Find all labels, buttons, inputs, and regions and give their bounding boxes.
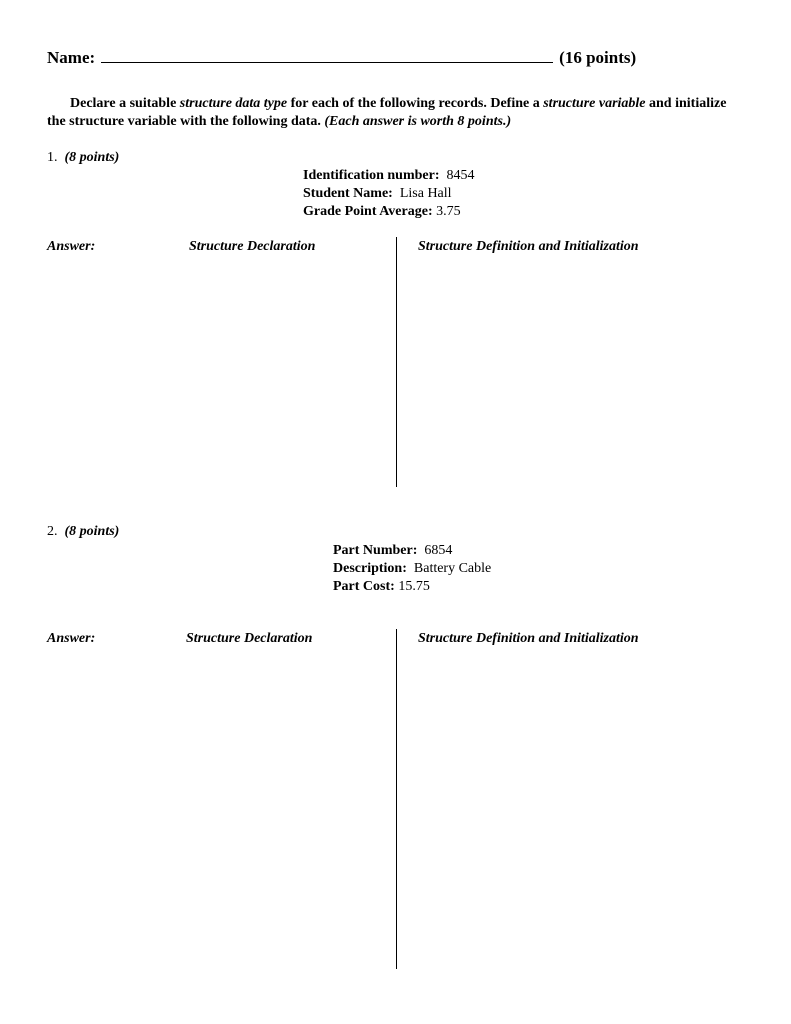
instr-part-6: (Each answer is worth 8 points.) bbox=[324, 114, 512, 129]
question-points: (8 points) bbox=[64, 150, 120, 165]
answer-divider-line bbox=[396, 629, 397, 969]
instr-part-5: and initialize the structure variable with the following data. bbox=[47, 96, 727, 129]
field-label: Part Cost: bbox=[333, 579, 395, 594]
instructions bbox=[47, 95, 747, 131]
field-label: Identification number bbox=[303, 168, 435, 183]
field-value: 3.75 bbox=[436, 204, 461, 219]
field-value: 15.75 bbox=[398, 579, 430, 594]
question-number: 2. bbox=[47, 524, 58, 539]
field-label: Grade Point Average bbox=[303, 204, 428, 219]
record-field bbox=[333, 578, 491, 596]
record-1 bbox=[303, 167, 475, 221]
record-field bbox=[333, 542, 491, 560]
record-field bbox=[303, 185, 475, 203]
question-2-heading bbox=[47, 524, 119, 540]
record-field bbox=[303, 167, 475, 185]
question-1-heading bbox=[47, 150, 119, 166]
total-points: (16 points) bbox=[559, 48, 637, 67]
record-field bbox=[303, 203, 475, 221]
instr-part-1: Declare a suitable bbox=[70, 96, 180, 111]
field-value: Battery Cable bbox=[413, 561, 492, 576]
question-number: 1. bbox=[47, 150, 58, 165]
field-label: Student Name: bbox=[303, 186, 393, 201]
instr-part-4: structure variable bbox=[543, 96, 646, 111]
field-label: Description: bbox=[333, 561, 407, 576]
field-value: Lisa Hall bbox=[399, 186, 452, 201]
structure-declaration-heading: Structure Declaration bbox=[189, 239, 316, 254]
instr-part-2: structure data type bbox=[179, 96, 288, 111]
field-sep: : bbox=[427, 204, 433, 219]
field-label: Part Number: bbox=[333, 543, 418, 558]
field-sep: : bbox=[434, 168, 440, 183]
answer-divider-line bbox=[396, 237, 397, 487]
record-field bbox=[333, 560, 491, 578]
structure-declaration-heading: Structure Declaration bbox=[186, 631, 313, 646]
name-blank-line[interactable] bbox=[101, 46, 553, 63]
name-row bbox=[47, 46, 636, 68]
answer-label: Answer: bbox=[47, 239, 96, 254]
record-2 bbox=[333, 542, 491, 596]
name-label: Name: bbox=[47, 48, 96, 67]
answer-label: Answer: bbox=[47, 631, 96, 646]
instr-part-3: for each of the following records. Define a bbox=[287, 96, 544, 111]
structure-definition-heading: Structure Definition and Initialization bbox=[418, 631, 639, 646]
field-value: 8454 bbox=[446, 168, 475, 183]
field-value: 6854 bbox=[424, 543, 453, 558]
question-points: (8 points) bbox=[64, 524, 120, 539]
structure-definition-heading: Structure Definition and Initialization bbox=[418, 239, 639, 254]
